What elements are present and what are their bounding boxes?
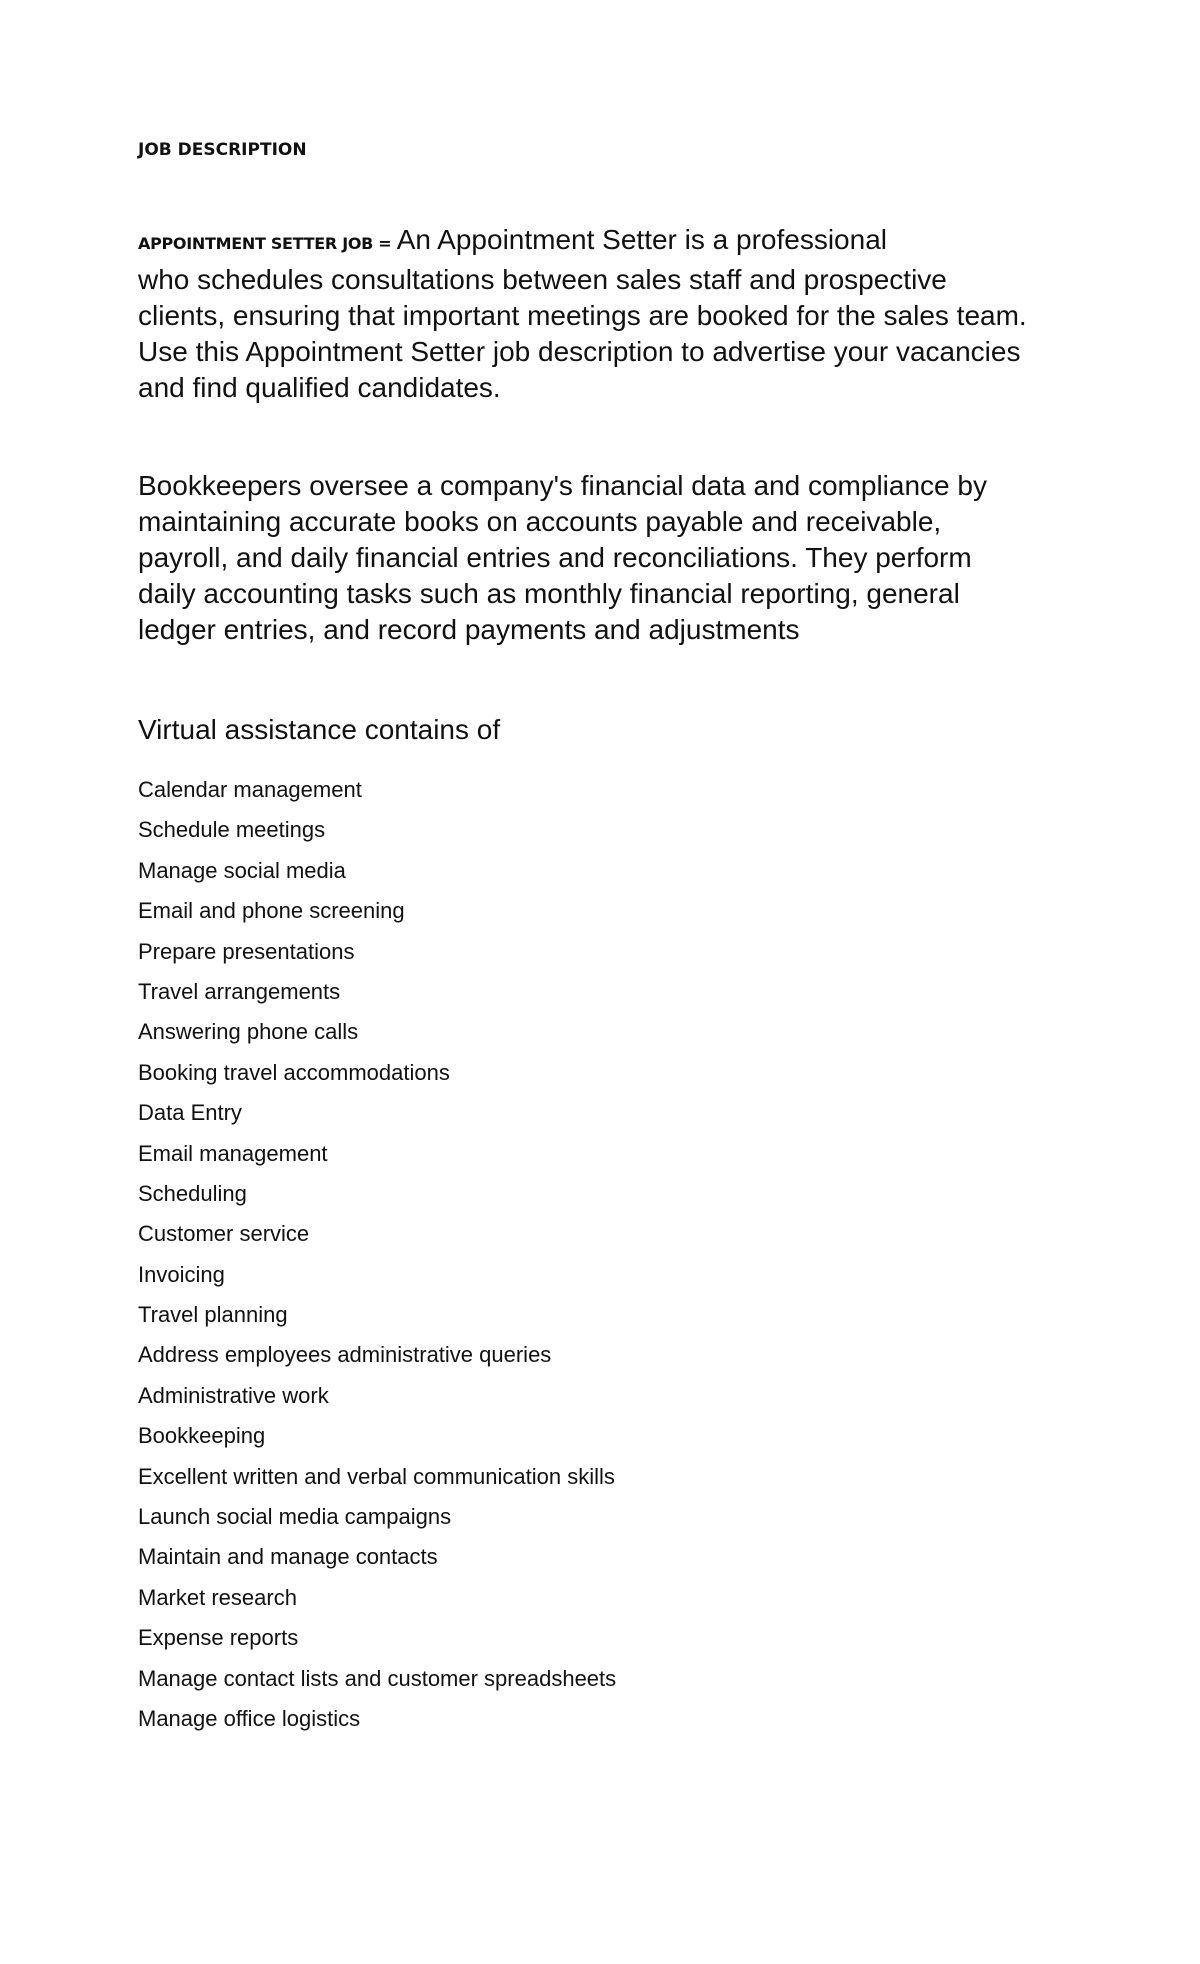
list-item: Prepare presentations [138, 938, 355, 964]
list-item: Launch social media campaigns [138, 1504, 452, 1530]
list-item: Excellent written and verbal communication skills [138, 1463, 615, 1489]
paragraph-line: who schedules consultations between sales staff and prospective [138, 264, 947, 295]
list-item: Manage office logistics [138, 1705, 361, 1731]
list-item: Invoicing [138, 1261, 225, 1287]
paragraph-line: and find qualified candidates. [138, 372, 501, 403]
virtual-assistance-list [138, 770, 616, 1739]
list-item: Scheduling [138, 1180, 247, 1206]
list-item: Calendar management [138, 777, 362, 802]
list-item: Data Entry [138, 1100, 242, 1126]
list-item: Booking travel accommodations [138, 1059, 450, 1085]
paragraph-line: ledger entries, and record payments and adjustments [138, 614, 800, 645]
paragraph-line: Bookkeepers oversee a company's financial data and compliance by [138, 470, 987, 501]
paragraph-line: daily accounting tasks such as monthly financial reporting, general [138, 578, 960, 609]
list-item: Manage social media [138, 857, 346, 883]
appointment-setter-label: APPOINTMENT SETTER JOB = [138, 234, 397, 253]
paragraph-line: payroll, and daily financial entries and reconciliations. They perform [138, 542, 972, 573]
list-item: Maintain and manage contacts [138, 1544, 438, 1570]
list-item: Email management [138, 1140, 328, 1166]
list-item: Administrative work [138, 1382, 329, 1408]
virtual-assistance-heading: Virtual assistance contains of [138, 714, 501, 745]
paragraph-line: maintaining accurate books on accounts payable and receivable, [138, 506, 942, 537]
bookkeepers-paragraph [138, 468, 1078, 648]
appointment-setter-paragraph [138, 222, 1078, 406]
paragraph-line: An Appointment Setter is a professional [396, 224, 887, 255]
list-item: Expense reports [138, 1625, 299, 1651]
list-item: Address employees administrative queries [138, 1342, 552, 1368]
list-item: Schedule meetings [138, 817, 326, 843]
list-item: Bookkeeping [138, 1423, 266, 1449]
paragraph-line: Use this Appointment Setter job description to advertise your vacancies [138, 336, 1021, 367]
list-item: Customer service [138, 1221, 310, 1247]
list-item: Market research [138, 1584, 297, 1610]
list-item: Manage contact lists and customer spreadsheets [138, 1665, 617, 1691]
list-item: Travel planning [138, 1302, 288, 1328]
document-title: JOB DESCRIPTION [138, 140, 307, 160]
paragraph-line: clients, ensuring that important meetings are booked for the sales team. [138, 300, 1027, 331]
list-item: Travel arrangements [138, 978, 341, 1004]
list-item: Answering phone calls [138, 1019, 359, 1045]
list-item: Email and phone screening [138, 898, 405, 924]
